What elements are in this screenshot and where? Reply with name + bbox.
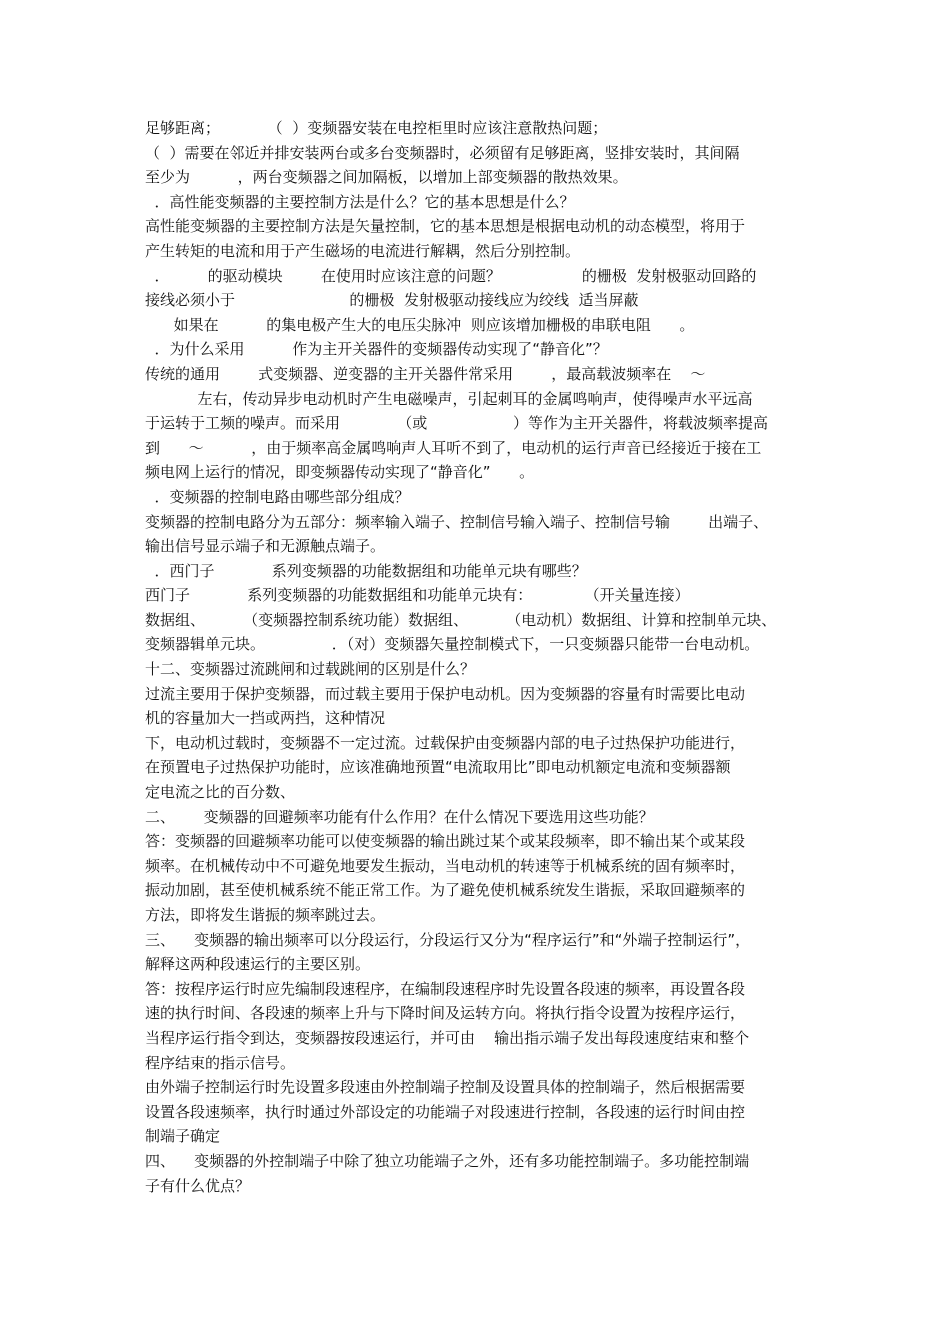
text-line: 输出信号显示端子和无源触点端子。 <box>145 537 386 556</box>
text-line: 三、 变频器的输出频率可以分段运行，分段运行又分为“程序运行”和“外端子控制运行”， <box>145 930 751 949</box>
text-line: 产生转矩的电流和用于产生磁场的电流进行解耦，然后分别控制。 <box>145 241 581 260</box>
text-line: 振动加剧，甚至使机械系统不能正常工作。为了避免使机械系统发生谐振，采取回避频率的 <box>145 881 746 900</box>
text-line: 解释这两种段速运行的主要区别。 <box>145 955 371 974</box>
text-line: 如果在 的集电极产生大的电压尖脉冲 则应该增加栅极的串联电阻 。 <box>145 315 695 334</box>
text-line: 传统的通用 式变频器、逆变器的主开关器件常采用 ，最高载波频率在 ～ <box>145 364 706 383</box>
text-line: 频电网上运行的情况，即变频器传动实现了“静音化” 。 <box>145 463 535 482</box>
text-line: 方法，即将发生谐振的频率跳过去。 <box>145 906 386 924</box>
text-line: 至少为 ，两台变频器之间加隔板，以增加上部变频器的散热效果。 <box>145 168 628 187</box>
text-line: 在预置电子过热保护功能时，应该准确地预置“电流取用比”即电动机额定电流和变频器额 <box>145 758 731 777</box>
text-line: ．为什么采用 作为主开关器件的变频器传动实现了“静音化”？ <box>145 340 608 359</box>
text-line: ．变频器的控制电路由哪些部分组成？ <box>145 487 410 506</box>
text-line: 过流主要用于保护变频器，而过载主要用于保护电动机。因为变频器的容量有时需要比电动 <box>145 684 746 703</box>
text-line: 子有什么优点？ <box>145 1176 251 1195</box>
text-line: 数据组、 （变频器控制系统功能）数据组、 （电动机）数据组、计算和控制单元块、 <box>145 610 777 629</box>
text-line: 设置各段速频率，执行时通过外部设定的功能端子对段速进行控制，各段速的运行时间由控 <box>145 1102 746 1121</box>
text-line: 频率。在机械传动中不可避免地要发生振动，当电动机的转速等于机械系统的固有频率时， <box>145 856 746 875</box>
document-body <box>145 116 811 1198</box>
text-line: （ ）需要在邻近并排安装两台或多台变频器时，必须留有足够距离，竖排安装时，其间隔 <box>145 143 740 162</box>
text-line: 定电流之比的百分数、 <box>145 783 296 802</box>
text-line: 下，电动机过载时，变频器不一定过流。过载保护由变频器内部的电子过热保护功能进行， <box>145 733 746 752</box>
text-line: ．高性能变频器的主要控制方法是什么？它的基本思想是什么？ <box>145 192 575 211</box>
text-line: 到 ～ ，由于频率高金属鸣响声人耳听不到了，电动机的运行声音已经接近于接在工 <box>145 438 762 457</box>
text-line: 由外端子控制运行时先设置多段速由外控制端子控制及设置具体的控制端子，然后根据需要 <box>145 1078 746 1097</box>
text-line: 于运转于工频的噪声。而采用 （或 ）等作为主开关器件，将载波频率提高 <box>145 414 769 433</box>
text-line: 四、 变频器的外控制端子中除了独立功能端子之外，还有多功能控制端子。多功能控制端 <box>145 1151 750 1170</box>
text-line: 变频器的控制电路分为五部分：频率输入端子、控制信号输入端子、控制信号输 出端子、 <box>145 512 769 531</box>
text-line: ． 的驱动模块 在使用时应该注意的问题？ 的栅极 发射极驱动回路的 <box>145 266 757 285</box>
text-line: 足够距离； （ ）变频器安装在电控柜里时应该注意散热问题； <box>145 119 608 137</box>
text-line: 当程序运行指令到达，变频器按段速运行，并可由 输出指示端子发出每段速度结束和整个 <box>145 1028 750 1047</box>
text-line: 变频器辑单元块。 ．（对）变频器矢量控制模式下，一只变频器只能带一台电动机。 <box>145 635 760 654</box>
text-line: 接线必须小于 的栅极 发射极驱动接线应为绞线 适当屏蔽 <box>145 291 639 310</box>
text-line: 制端子确定 <box>145 1127 221 1146</box>
text-line: 二、 变频器的回避频率功能有什么作用？在什么情况下要选用这些功能？ <box>145 807 654 826</box>
text-line: 左右，传动异步电动机时产生电磁噪声，引起刺耳的金属鸣响声，使得噪声水平远高 <box>145 389 753 408</box>
text-line: 速的执行时间、各段速的频率上升与下降时间及运转方向。将执行指令设置为按程序运行， <box>145 1004 746 1023</box>
text-line: 答：变频器的回避频率功能可以使变频器的输出跳过某个或某段频率，即不输出某个或某段 <box>145 832 746 851</box>
text-line: 答：按程序运行时应先编制段速程序，在编制段速程序时先设置各段速的频率，再设置各段 <box>145 979 746 998</box>
text-line: 高性能变频器的主要控制方法是矢量控制，它的基本思想是根据电动机的动态模型，将用于 <box>145 217 746 236</box>
text-line: 机的容量加大一挡或两挡，这种情况 <box>145 709 386 728</box>
text-line: 程序结束的指示信号。 <box>145 1053 296 1072</box>
text-line: 西门子 系列变频器的功能数据组和功能单元块有： （开关量连接） <box>145 586 690 605</box>
text-line: 十二、变频器过流跳闸和过载跳闸的区别是什么？ <box>145 660 476 679</box>
text-line: ．西门子 系列变频器的功能数据组和功能单元块有哪些？ <box>145 561 587 580</box>
